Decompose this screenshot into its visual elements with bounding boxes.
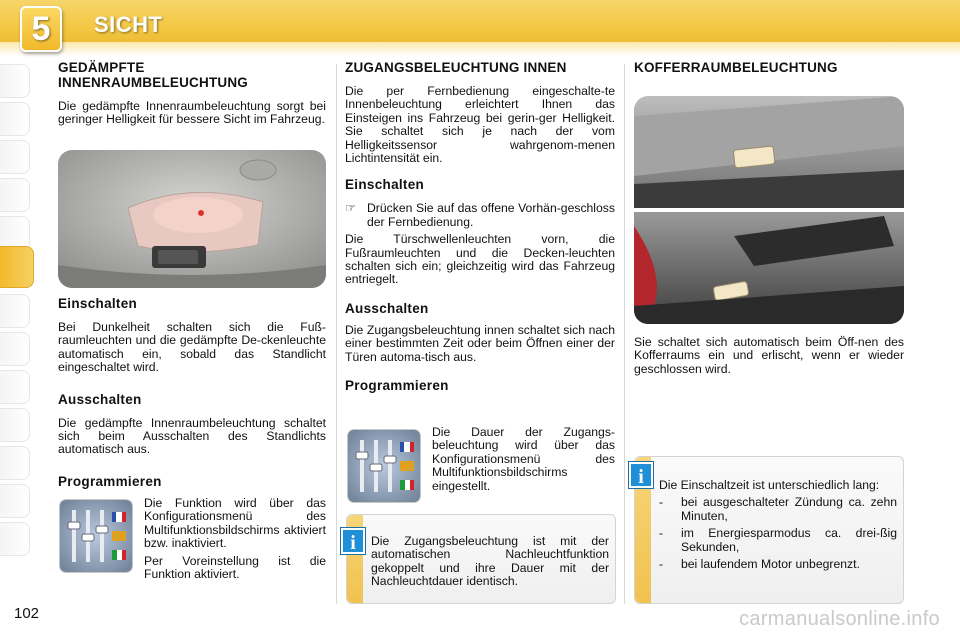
list-item	[659, 558, 897, 571]
chapter-tab[interactable]	[0, 294, 30, 328]
photo-ceiling-light	[58, 150, 326, 288]
header-fade	[0, 42, 960, 56]
off-text: Die Zugangsbeleuchtung innen schaltet sich nach einer bestimmten Zeit oder beim Öffnen einer der Türen automa-tisch aus.	[345, 322, 615, 364]
page-number: 102	[14, 605, 40, 622]
intro-text: Die gedämpfte Innenraumbeleuchtung sorgt bei geringer Helligkeit für bessere Sicht im Fahrzeug.	[58, 99, 326, 127]
column-access-lighting	[345, 60, 615, 393]
list-dash: -	[659, 557, 664, 572]
chapter-tab[interactable]	[0, 140, 30, 174]
column-trunk-lighting	[634, 60, 904, 75]
chapter-tab[interactable]	[0, 216, 30, 250]
chapter-number-badge: 5	[20, 6, 62, 52]
subheading-program: Programmieren	[58, 473, 162, 489]
subheading-on: Einschalten	[345, 177, 425, 193]
chapter-tab[interactable]	[0, 522, 30, 556]
info-icon: i	[629, 462, 653, 488]
info-icon: i	[341, 528, 365, 554]
list-item-text: bei ausgeschalteter Zündung ca. zehn Minuten,	[681, 495, 897, 523]
intro-text: Die per Fernbedienung eingeschalte-te Innenbeleuchtung erleichtert Ihnen das Einsteigen ins Fahrzeug bei gerin-ger Helligkeit. Sie schaltet sich je nach der vom Helligkeitssensor wahrgenom-menen Lichtintensität ein.	[345, 84, 615, 166]
chapter-tab[interactable]	[0, 408, 30, 442]
list-item	[659, 496, 897, 523]
on-text: Bei Dunkelheit schalten sich die Fuß-raumleuchten und die gedämpfte De-ckenleuchte automatisch ein, sobald das Standlicht eingeschaltet wird.	[58, 320, 326, 375]
list-item-text: im Energiesparmodus ca. drei-ßig Sekunden,	[681, 526, 897, 554]
info-text: Die Zugangsbeleuchtung ist mit der automatischen Nachleuchtfunktion gekoppelt und ihre Dauer mit der Nachleuchtdauer identisch.	[371, 534, 609, 589]
section-heading: ZUGANGSBELEUCHTUNG INNEN	[345, 60, 567, 75]
subheading-off: Ausschalten	[58, 391, 142, 407]
info-content	[659, 479, 897, 571]
column-divider	[624, 64, 625, 604]
list-item-text: bei laufendem Motor unbegrenzt.	[681, 557, 860, 572]
info-intro: Die Einschaltzeit ist unterschiedlich lang:	[659, 478, 880, 492]
config-menu-icon	[348, 430, 420, 502]
bullet-item	[345, 202, 615, 229]
chapter-tab[interactable]	[0, 484, 30, 518]
chapter-title: SICHT	[94, 12, 163, 37]
chapter-tab[interactable]	[0, 332, 30, 366]
trunk-text: Sie schaltet sich automatisch beim Öff-nen des Kofferraums ein und erlischt, wenn er wieder geschlossen wird.	[634, 335, 904, 376]
list-item	[659, 527, 897, 554]
list-dash: -	[659, 526, 664, 541]
chapter-tab[interactable]	[0, 370, 30, 404]
column-ambient-lighting	[58, 60, 326, 127]
chapter-tab-active[interactable]	[0, 246, 34, 288]
photo-trunk-light	[634, 96, 904, 324]
section-heading: KOFFERRAUMBELEUCHTUNG	[634, 60, 838, 75]
pointer-icon: ☞	[345, 201, 356, 216]
bullet-text: Drücken Sie auf das offene Vorhän-geschloss der Fernbedienung.	[367, 201, 615, 229]
program-text-2: Per Voreinstellung ist die Funktion aktiviert.	[144, 553, 326, 582]
section-heading: GEDÄMPFTE INNENRAUMBELEUCHTUNG	[58, 60, 248, 90]
watermark: carmanualsonline.info	[739, 608, 940, 630]
chapter-tab[interactable]	[0, 178, 30, 212]
chapter-tab[interactable]	[0, 64, 30, 98]
col2-program-text	[432, 426, 615, 493]
on-text: Die Türschwellenleuchten vorn, die Fußraumleuchten und die Decken-leuchten schalten sich ein; gleichzeitig wird das Fahrzeug entriegelt.	[345, 232, 615, 287]
col1-switching	[58, 296, 326, 489]
column-divider	[336, 64, 337, 604]
info-box-access	[346, 514, 616, 604]
info-box-trunk	[634, 456, 904, 604]
subheading-off: Ausschalten	[345, 300, 429, 316]
col1-program-text	[144, 497, 326, 581]
chapter-tab[interactable]	[0, 446, 30, 480]
program-text-1: Die Funktion wird über das Konfigurationsmenü des Multifunktionsbildschirms aktiviert bzw. inaktiviert.	[144, 496, 326, 551]
subheading-program: Programmieren	[345, 378, 449, 394]
col3-text	[634, 336, 904, 376]
subheading-on: Einschalten	[58, 296, 138, 311]
list-dash: -	[659, 495, 664, 510]
program-text: Die Dauer der Zugangs-beleuchtung wird über das Konfigurationsmenü des Multifunktionsbildschirms eingestellt.	[432, 425, 615, 493]
chapter-tab[interactable]	[0, 102, 30, 136]
off-text: Die gedämpfte Innenraumbeleuchtung schaltet sich beim Ausschalten des Standlichts automatisch aus.	[58, 415, 326, 457]
config-menu-icon	[60, 500, 132, 572]
